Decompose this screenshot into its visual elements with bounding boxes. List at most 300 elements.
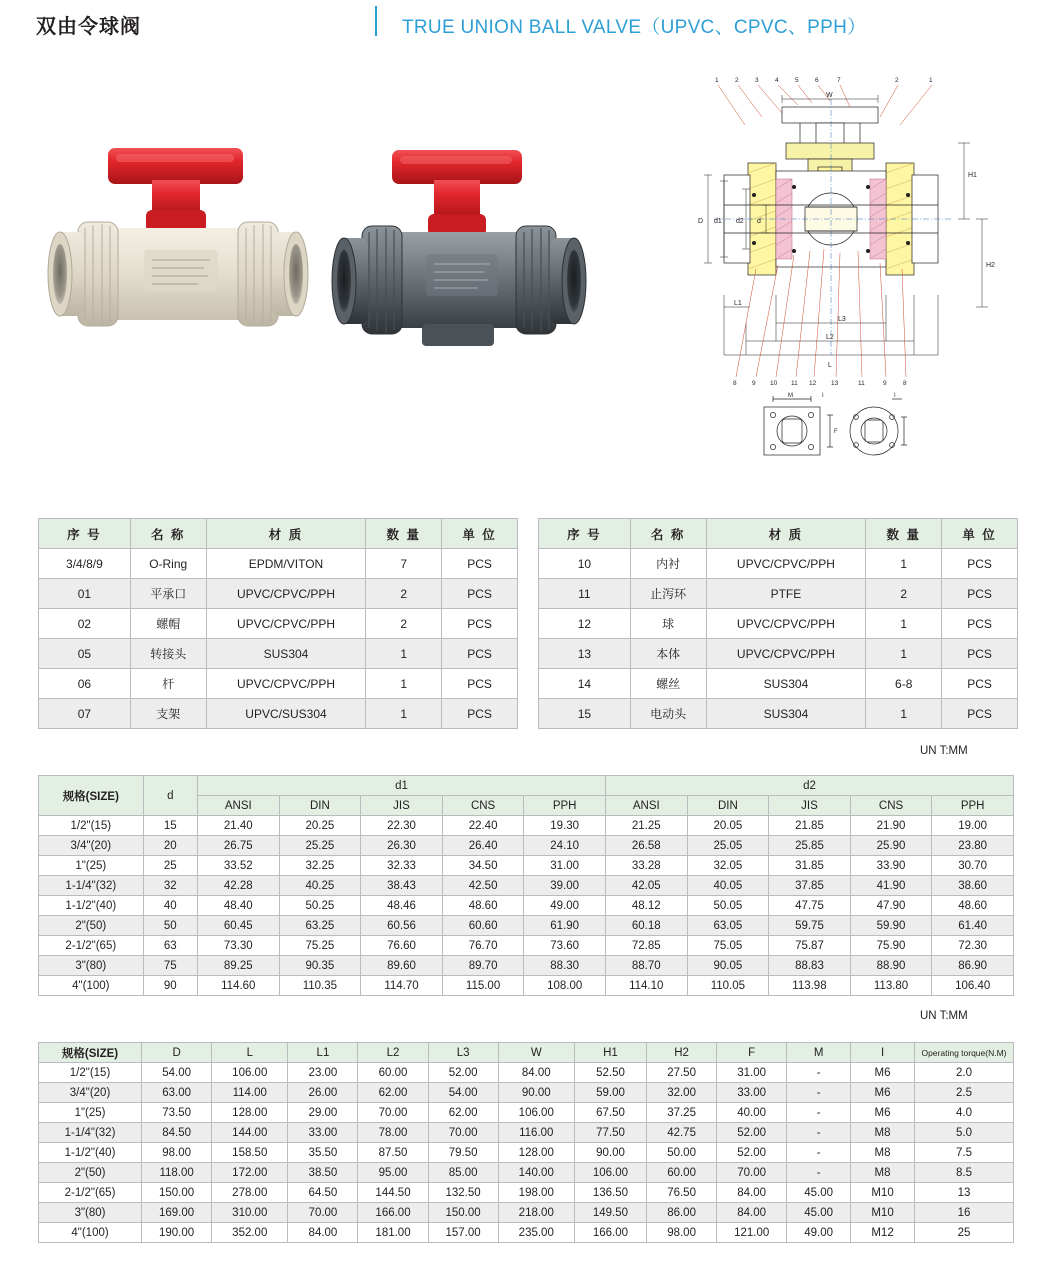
cell: 40.00 (717, 1103, 787, 1123)
cell: 90.35 (279, 956, 361, 976)
cell-material: UPVC/CPVC/PPH (706, 609, 866, 639)
cell-size: 1/2"(15) (39, 1063, 142, 1083)
cell-d: 20 (143, 836, 197, 856)
col-d2-cns: CNS (850, 796, 932, 816)
svg-text:6: 6 (815, 77, 819, 84)
cell: - (787, 1123, 851, 1143)
cell: 84.00 (717, 1183, 787, 1203)
cell: M8 (851, 1123, 915, 1143)
cell-d: 50 (143, 916, 197, 936)
cell: 39.00 (524, 876, 606, 896)
cell: 75.25 (279, 936, 361, 956)
cell: 20.05 (687, 816, 769, 836)
cell-size: 1-1/2"(40) (39, 1143, 142, 1163)
cell-name: 止泻环 (630, 579, 706, 609)
cell: 76.50 (647, 1183, 717, 1203)
cell-size: 1"(25) (39, 856, 144, 876)
cell: 114.10 (605, 976, 687, 996)
col-M: M (787, 1043, 851, 1063)
cell-no: 05 (39, 639, 131, 669)
cell-torque: 2.5 (914, 1083, 1013, 1103)
cell-torque: 4.0 (914, 1103, 1013, 1123)
table-row (39, 816, 1014, 836)
cell-qty: 1 (866, 639, 942, 669)
cell: 73.60 (524, 936, 606, 956)
cell: - (787, 1063, 851, 1083)
unit-note-top: UN T:MM (920, 745, 968, 757)
col-torque: Operating torque(N.M) (914, 1043, 1013, 1063)
cell-no: 10 (539, 549, 631, 579)
cell: 48.60 (442, 896, 524, 916)
col-F: F (717, 1043, 787, 1063)
cell-size: 1-1/2"(40) (39, 896, 144, 916)
cell: 235.00 (498, 1223, 574, 1243)
cell-no: 13 (539, 639, 631, 669)
cell-no: 14 (539, 669, 631, 699)
cell-unit: PCS (442, 609, 518, 639)
table-row (39, 976, 1014, 996)
cell: M8 (851, 1163, 915, 1183)
cell: 32.25 (279, 856, 361, 876)
cell: 37.85 (769, 876, 851, 896)
cell: 52.00 (717, 1123, 787, 1143)
svg-text:d2: d2 (736, 218, 744, 225)
cell: 86.00 (647, 1203, 717, 1223)
cell-size: 2-1/2"(65) (39, 936, 144, 956)
cell: 48.40 (198, 896, 280, 916)
cell: 190.00 (142, 1223, 212, 1243)
cell: 132.50 (428, 1183, 498, 1203)
parts-table-right (538, 518, 1018, 729)
table-row (39, 669, 518, 699)
cell: 76.70 (442, 936, 524, 956)
cell-torque: 2.0 (914, 1063, 1013, 1083)
cell: 78.00 (358, 1123, 428, 1143)
cell: 84.00 (288, 1223, 358, 1243)
cell: 72.85 (605, 936, 687, 956)
svg-text:9: 9 (752, 380, 756, 387)
cell: 24.10 (524, 836, 606, 856)
table-row (39, 1063, 1014, 1083)
cell: 45.00 (787, 1203, 851, 1223)
cell: 40.25 (279, 876, 361, 896)
cell: 89.70 (442, 956, 524, 976)
cell: 150.00 (428, 1203, 498, 1223)
cell-torque: 16 (914, 1203, 1013, 1223)
col-size: 规格(SIZE) (39, 1043, 142, 1063)
cell-unit: PCS (942, 669, 1018, 699)
unit-note-bottom: UN T:MM (920, 1010, 968, 1022)
col-D: D (142, 1043, 212, 1063)
table-row (39, 1223, 1014, 1243)
col-d1-jis: JIS (361, 796, 443, 816)
cell: 84.50 (142, 1123, 212, 1143)
col-name: 名 称 (630, 519, 706, 549)
cell-material: UPVC/CPVC/PPH (706, 639, 866, 669)
cell: 75.90 (850, 936, 932, 956)
table-header-row (39, 519, 518, 549)
cell: 88.70 (605, 956, 687, 976)
col-qty: 数 量 (866, 519, 942, 549)
col-d1-cns: CNS (442, 796, 524, 816)
cell: 26.30 (361, 836, 443, 856)
cell: 48.60 (932, 896, 1014, 916)
cell-d: 40 (143, 896, 197, 916)
svg-text:1: 1 (929, 77, 933, 84)
cell: 33.00 (717, 1083, 787, 1103)
cell-name: 转接头 (130, 639, 206, 669)
cell-qty: 1 (366, 699, 442, 729)
cell: 22.40 (442, 816, 524, 836)
cell: 50.05 (687, 896, 769, 916)
cell: 49.00 (787, 1223, 851, 1243)
cell-no: 01 (39, 579, 131, 609)
cell-size: 1/2"(15) (39, 816, 144, 836)
cell: 52.00 (428, 1063, 498, 1083)
cell: 30.70 (932, 856, 1014, 876)
cell: 61.90 (524, 916, 606, 936)
cell: 60.45 (198, 916, 280, 936)
cell: 25.25 (279, 836, 361, 856)
cell-no: 12 (539, 609, 631, 639)
col-L: L (212, 1043, 288, 1063)
cell: - (787, 1083, 851, 1103)
svg-text:2: 2 (735, 77, 739, 84)
cell: 31.85 (769, 856, 851, 876)
cell: 60.00 (647, 1163, 717, 1183)
cell: 59.75 (769, 916, 851, 936)
cell: 35.50 (288, 1143, 358, 1163)
cell-size: 2"(50) (39, 1163, 142, 1183)
svg-text:H2: H2 (986, 262, 995, 269)
cell: 61.40 (932, 916, 1014, 936)
col-no: 序 号 (39, 519, 131, 549)
cell: M10 (851, 1203, 915, 1223)
cell-size: 2"(50) (39, 916, 144, 936)
table-row (539, 699, 1018, 729)
cell-material: SUS304 (206, 639, 366, 669)
cell: 84.00 (498, 1063, 574, 1083)
cell-unit: PCS (442, 579, 518, 609)
cell: 67.50 (574, 1103, 646, 1123)
cell: 54.00 (428, 1083, 498, 1103)
svg-text:L3: L3 (838, 316, 846, 323)
cell-d: 63 (143, 936, 197, 956)
svg-text:H1: H1 (968, 172, 977, 179)
cell: 47.90 (850, 896, 932, 916)
col-d: d (143, 776, 197, 816)
cell-name: 杆 (130, 669, 206, 699)
cell: 84.00 (717, 1203, 787, 1223)
cell-size: 1"(25) (39, 1103, 142, 1123)
cell-material: PTFE (706, 579, 866, 609)
table-row (39, 609, 518, 639)
cell: 33.52 (198, 856, 280, 876)
cell-no: 07 (39, 699, 131, 729)
col-H1: H1 (574, 1043, 646, 1063)
col-d2-jis: JIS (769, 796, 851, 816)
cell: 32.05 (687, 856, 769, 876)
cell-no: 15 (539, 699, 631, 729)
col-size: 规格(SIZE) (39, 776, 144, 816)
cell: M6 (851, 1083, 915, 1103)
svg-text:8: 8 (903, 380, 907, 387)
cell: 113.98 (769, 976, 851, 996)
cell: 310.00 (212, 1203, 288, 1223)
cell: 89.25 (198, 956, 280, 976)
cell: 21.90 (850, 816, 932, 836)
cell: 21.85 (769, 816, 851, 836)
cell: 26.40 (442, 836, 524, 856)
cell: 19.00 (932, 816, 1014, 836)
table-row (539, 669, 1018, 699)
cell-d: 32 (143, 876, 197, 896)
cell-qty: 1 (366, 669, 442, 699)
cell-material: SUS304 (706, 669, 866, 699)
cell-size: 2-1/2"(65) (39, 1183, 142, 1203)
cell: 22.30 (361, 816, 443, 836)
cell: 34.50 (442, 856, 524, 876)
cell-size: 3/4"(20) (39, 1083, 142, 1103)
cell: 95.00 (358, 1163, 428, 1183)
cell: 278.00 (212, 1183, 288, 1203)
svg-text:1: 1 (715, 77, 719, 84)
cell: 23.80 (932, 836, 1014, 856)
cell: 198.00 (498, 1183, 574, 1203)
cell: 31.00 (717, 1063, 787, 1083)
page-header (0, 0, 1052, 46)
cell: 32.00 (647, 1083, 717, 1103)
cell-unit: PCS (942, 699, 1018, 729)
cell: 128.00 (498, 1143, 574, 1163)
cell-d: 90 (143, 976, 197, 996)
table-row (39, 1123, 1014, 1143)
cell: 42.75 (647, 1123, 717, 1143)
svg-text:7: 7 (837, 77, 841, 84)
cell: 50.25 (279, 896, 361, 916)
cell: - (787, 1143, 851, 1163)
cell-material: EPDM/VITON (206, 549, 366, 579)
cell-name: O-Ring (130, 549, 206, 579)
cell: 70.00 (717, 1163, 787, 1183)
svg-text:5: 5 (795, 77, 799, 84)
cell: 60.56 (361, 916, 443, 936)
cell: 110.35 (279, 976, 361, 996)
table-row (39, 699, 518, 729)
cell: 25.90 (850, 836, 932, 856)
cell: 19.30 (524, 816, 606, 836)
cell: 88.90 (850, 956, 932, 976)
cell: 59.90 (850, 916, 932, 936)
header-divider (375, 6, 377, 36)
cell: 77.50 (574, 1123, 646, 1143)
col-W: W (498, 1043, 574, 1063)
cell: 38.60 (932, 876, 1014, 896)
col-qty: 数 量 (366, 519, 442, 549)
svg-text:L1: L1 (734, 300, 742, 307)
cell-qty: 1 (866, 549, 942, 579)
cell: 32.33 (361, 856, 443, 876)
cell: 108.00 (524, 976, 606, 996)
svg-text:3: 3 (755, 77, 759, 84)
cell: 37.25 (647, 1103, 717, 1123)
cell: 144.00 (212, 1123, 288, 1143)
cell: 89.60 (361, 956, 443, 976)
cell: 90.05 (687, 956, 769, 976)
cell: 150.00 (142, 1183, 212, 1203)
col-L2: L2 (358, 1043, 428, 1063)
cell-no: 11 (539, 579, 631, 609)
cell: 70.00 (288, 1203, 358, 1223)
cell: 42.05 (605, 876, 687, 896)
cell: 31.00 (524, 856, 606, 876)
cell: 90.00 (574, 1143, 646, 1163)
cell: 115.00 (442, 976, 524, 996)
cell-unit: PCS (942, 579, 1018, 609)
cell: 85.00 (428, 1163, 498, 1183)
cell-unit: PCS (942, 609, 1018, 639)
technical-drawing (690, 55, 1020, 475)
cell-unit: PCS (942, 639, 1018, 669)
svg-text:9: 9 (883, 380, 887, 387)
cell-no: 02 (39, 609, 131, 639)
cell-name: 内衬 (630, 549, 706, 579)
svg-text:4: 4 (775, 77, 779, 84)
table-row (39, 916, 1014, 936)
cell-torque: 13 (914, 1183, 1013, 1203)
cell-material: UPVC/SUS304 (206, 699, 366, 729)
table-row (39, 896, 1014, 916)
col-L3: L3 (428, 1043, 498, 1063)
cell-size: 3"(80) (39, 1203, 142, 1223)
cell: 75.87 (769, 936, 851, 956)
cell-name: 螺帽 (130, 609, 206, 639)
svg-text:M: M (788, 393, 793, 399)
cell: 76.60 (361, 936, 443, 956)
cell-name: 螺丝 (630, 669, 706, 699)
cell-unit: PCS (442, 669, 518, 699)
cell: 352.00 (212, 1223, 288, 1243)
cell: 60.00 (358, 1063, 428, 1083)
cell: 62.00 (428, 1103, 498, 1123)
cell: 20.25 (279, 816, 361, 836)
cell: 218.00 (498, 1203, 574, 1223)
diameter-table (38, 775, 1014, 996)
cell: 114.00 (212, 1083, 288, 1103)
table-row (539, 549, 1018, 579)
cell: 59.00 (574, 1083, 646, 1103)
cell: 62.00 (358, 1083, 428, 1103)
cell-material: UPVC/CPVC/PPH (206, 669, 366, 699)
cell-size: 1-1/4"(32) (39, 1123, 142, 1143)
table-row (39, 1163, 1014, 1183)
cell-name: 电动头 (630, 699, 706, 729)
cell-qty: 2 (366, 609, 442, 639)
cell: 106.00 (498, 1103, 574, 1123)
svg-text:d: d (757, 218, 761, 225)
cell: 72.30 (932, 936, 1014, 956)
svg-text:L: L (828, 362, 832, 369)
table-row (39, 956, 1014, 976)
col-L1: L1 (288, 1043, 358, 1063)
cell: 144.50 (358, 1183, 428, 1203)
cell-name: 球 (630, 609, 706, 639)
cell: 128.00 (212, 1103, 288, 1123)
cell-d: 75 (143, 956, 197, 976)
col-d2-pph: PPH (932, 796, 1014, 816)
col-group-d2: d2 (605, 776, 1013, 796)
cell: M8 (851, 1143, 915, 1163)
cell: 60.18 (605, 916, 687, 936)
cell: 98.00 (142, 1143, 212, 1163)
cell-unit: PCS (442, 549, 518, 579)
cell-name: 平承口 (130, 579, 206, 609)
svg-text:13: 13 (831, 380, 839, 387)
cell: 90.00 (498, 1083, 574, 1103)
cell: 118.00 (142, 1163, 212, 1183)
cell: 25.85 (769, 836, 851, 856)
table-row (39, 836, 1014, 856)
cell: 172.00 (212, 1163, 288, 1183)
col-material: 材 质 (706, 519, 866, 549)
cell-d: 15 (143, 816, 197, 836)
svg-text:11: 11 (791, 380, 798, 387)
cell: 140.00 (498, 1163, 574, 1183)
cell: 54.00 (142, 1063, 212, 1083)
cell: 40.05 (687, 876, 769, 896)
page-title-cn: 双由令球阀 (36, 16, 141, 38)
table-row (39, 936, 1014, 956)
cell: 48.12 (605, 896, 687, 916)
cell-no: 06 (39, 669, 131, 699)
cell: 158.50 (212, 1143, 288, 1163)
cell-unit: PCS (442, 699, 518, 729)
cell: 181.00 (358, 1223, 428, 1243)
col-d1-pph: PPH (524, 796, 606, 816)
svg-text:W: W (826, 92, 833, 99)
col-d1-ansi: ANSI (198, 796, 280, 816)
svg-text:F: F (834, 429, 838, 435)
cell-qty: 6-8 (866, 669, 942, 699)
cell: 42.50 (442, 876, 524, 896)
cell-qty: 1 (866, 609, 942, 639)
cell: 63.25 (279, 916, 361, 936)
col-d2-din: DIN (687, 796, 769, 816)
table-row (39, 1143, 1014, 1163)
table-row (39, 549, 518, 579)
cell: 45.00 (787, 1183, 851, 1203)
cell-material: SUS304 (706, 699, 866, 729)
cell: 70.00 (358, 1103, 428, 1123)
cell: 106.00 (212, 1063, 288, 1083)
dimension-table (38, 1042, 1014, 1243)
cell-torque: 7.5 (914, 1143, 1013, 1163)
col-H2: H2 (647, 1043, 717, 1063)
cell: 26.00 (288, 1083, 358, 1103)
cell: 88.83 (769, 956, 851, 976)
cell: 64.50 (288, 1183, 358, 1203)
cell: 33.00 (288, 1123, 358, 1143)
page-title-en: TRUE UNION BALL VALVE（UPVC、CPVC、PPH） (402, 17, 867, 38)
cell: 41.90 (850, 876, 932, 896)
cell-no: 3/4/8/9 (39, 549, 131, 579)
cell-qty: 2 (366, 579, 442, 609)
cell: 52.50 (574, 1063, 646, 1083)
cell: 88.30 (524, 956, 606, 976)
cell: 121.00 (717, 1223, 787, 1243)
cell: 21.40 (198, 816, 280, 836)
cell: 116.00 (498, 1123, 574, 1143)
